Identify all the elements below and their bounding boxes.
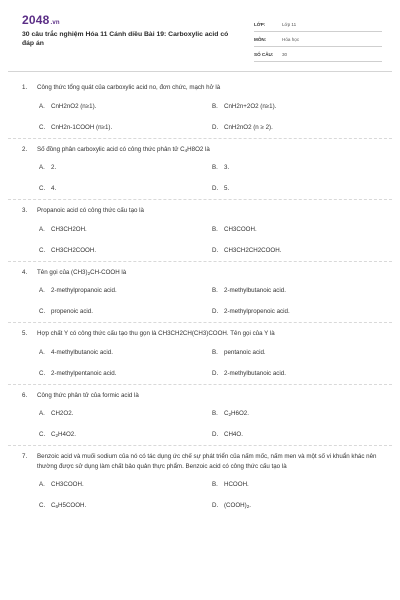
answer-option[interactable] <box>212 342 400 363</box>
question-text: Benzoic acid và muối sodium của nó có tác dụng ức chế sự phát triển của nấm mốc, nấm men và một số vi khuẩn khác nên thường được sử dụng làm chất bảo quản thực phẩm. Benzoic acid có công thức cấu tạo là <box>37 453 377 470</box>
question-stem <box>0 452 400 471</box>
option-text: CH3COOH. <box>224 225 257 233</box>
answer-option[interactable] <box>39 178 212 199</box>
question-text: Công thức tổng quát của carboxylic acid no, đơn chức, mạch hở là <box>37 84 221 91</box>
option-letter: D. <box>212 369 219 377</box>
option-letter: A. <box>39 225 45 233</box>
answer-options <box>0 96 400 138</box>
option-text: CnH2nO2 (n ≥ 2). <box>224 123 273 131</box>
answer-option[interactable] <box>39 96 212 117</box>
option-letter: C. <box>39 369 46 377</box>
answer-option[interactable] <box>39 495 212 516</box>
meta-label: SỐ CÂU: <box>254 51 274 57</box>
answer-option[interactable] <box>212 280 400 301</box>
option-text: CH2O2. <box>51 410 74 417</box>
meta-row-count <box>254 47 382 62</box>
answer-option[interactable] <box>39 474 212 495</box>
option-letter: B. <box>212 225 218 233</box>
question-item <box>0 262 400 323</box>
page-header <box>0 0 400 62</box>
option-text: 2-methylpropanoic acid. <box>51 287 117 294</box>
question-text: Công thức phân tử của formic acid là <box>37 391 139 399</box>
option-text: 2. <box>51 164 57 171</box>
question-number: 1. <box>22 84 28 91</box>
option-text: CH4O. <box>224 431 243 438</box>
question-stem <box>0 391 400 401</box>
document-title: 30 câu trắc nghiệm Hóa 11 Cánh diều Bài 19: Carboxylic acid có đáp án <box>22 31 229 47</box>
meta-row-grade <box>254 17 382 32</box>
option-text: $C_6H5COOH$. <box>51 502 87 509</box>
option-letter: B. <box>212 102 218 110</box>
option-letter: C. <box>39 123 46 131</box>
question-stem <box>0 206 400 216</box>
option-text: 2-methylpentanoic acid. <box>51 369 117 377</box>
option-text: HCOOH. <box>224 481 249 488</box>
meta-value: 30 <box>282 51 288 57</box>
option-letter: A. <box>39 481 45 488</box>
question-number: 7. <box>22 453 28 460</box>
option-letter: B. <box>212 481 218 488</box>
answer-options <box>0 219 400 261</box>
answer-options <box>0 474 400 516</box>
answer-option[interactable] <box>212 363 400 384</box>
option-letter: B. <box>212 287 218 294</box>
answer-options <box>0 403 400 445</box>
option-letter: C. <box>39 502 46 509</box>
option-letter: D. <box>212 308 219 315</box>
meta-label: MÔN: <box>254 36 267 42</box>
answer-option[interactable] <box>39 219 212 240</box>
question-number: 2. <box>22 145 28 153</box>
meta-value: Lớp 11 <box>282 21 297 27</box>
option-text: $(COOH)_2$. <box>224 502 251 509</box>
option-letter: A. <box>39 164 45 171</box>
option-text: 4. <box>51 185 57 192</box>
option-letter: D. <box>212 431 219 438</box>
option-text: 4-methylbutanoic acid. <box>51 348 113 356</box>
question-number: 6. <box>22 391 28 399</box>
answer-option[interactable] <box>212 96 400 117</box>
answer-option[interactable] <box>212 178 400 199</box>
option-letter: D. <box>212 123 219 131</box>
option-text: CnH2nO2 (n≥1). <box>51 102 97 110</box>
question-list <box>0 76 400 516</box>
question-stem <box>0 329 400 339</box>
answer-option[interactable] <box>212 157 400 178</box>
answer-option[interactable] <box>212 301 400 322</box>
question-stem <box>0 145 400 155</box>
answer-option[interactable] <box>39 403 212 424</box>
question-item <box>0 323 400 384</box>
option-letter: B. <box>212 164 218 171</box>
option-letter: A. <box>39 348 45 356</box>
option-text: pentanoic acid. <box>224 348 266 356</box>
answer-options <box>0 342 400 384</box>
option-text: CH3COOH. <box>51 481 84 488</box>
option-text: CnH2n-1COOH (n≥1). <box>51 123 113 131</box>
option-text: 5. <box>224 185 230 192</box>
answer-option[interactable] <box>212 424 400 445</box>
option-letter: C. <box>39 185 46 192</box>
answer-option[interactable] <box>212 219 400 240</box>
meta-value: Hóa học <box>282 36 300 42</box>
answer-option[interactable] <box>212 117 400 138</box>
answer-option[interactable] <box>39 363 212 384</box>
option-text: CH3CH2COOH. <box>51 246 97 254</box>
question-number: 5. <box>22 330 28 337</box>
question-text: Hợp chất Y có công thức cấu tạo thu gọn là CH3CH2CH(CH3)COOH. Tên gọi của Y là <box>37 330 275 337</box>
option-letter: D. <box>212 185 219 192</box>
option-letter: C. <box>39 431 46 438</box>
option-letter: B. <box>212 410 218 417</box>
question-number: 3. <box>22 207 28 214</box>
answer-option[interactable] <box>39 117 212 138</box>
option-letter: D. <box>212 502 219 509</box>
question-text: Tên gọi của $(CH3)_2CH$-COOH là <box>37 268 127 276</box>
answer-option[interactable] <box>212 474 400 495</box>
answer-option[interactable] <box>39 301 212 322</box>
option-letter: C. <box>39 308 46 315</box>
answer-option[interactable] <box>39 240 212 261</box>
question-item <box>0 385 400 446</box>
option-letter: A. <box>39 287 45 294</box>
answer-option[interactable] <box>212 403 400 424</box>
answer-option[interactable] <box>212 495 400 516</box>
answer-options <box>0 280 400 322</box>
question-item <box>0 139 400 200</box>
question-item <box>0 76 400 138</box>
meta-table <box>254 17 382 62</box>
option-letter: B. <box>212 348 218 356</box>
answer-option[interactable] <box>39 342 212 363</box>
option-text: $C_2H6O2$. <box>224 410 249 417</box>
option-letter: C. <box>39 246 46 254</box>
brand-suffix: .vn <box>50 20 60 26</box>
option-letter: D. <box>212 246 219 254</box>
meta-row-subject <box>254 32 382 47</box>
option-letter: A. <box>39 102 45 110</box>
option-text: propenoic acid. <box>51 308 93 315</box>
answer-options <box>0 157 400 199</box>
answer-option[interactable] <box>212 240 400 261</box>
question-text: Số đồng phân carboxylic acid có công thức phân tử $C_4H8O2$ là <box>37 145 210 153</box>
question-stem <box>0 83 400 93</box>
option-text: 2-methylbutanoic acid. <box>224 287 286 294</box>
site-logo[interactable] <box>22 13 60 27</box>
meta-label: LỚP: <box>254 21 266 27</box>
option-letter: A. <box>39 410 45 417</box>
option-text: CnH2n+2O2 (n≥1). <box>224 102 277 110</box>
option-text: CH3CH2CH2COOH. <box>224 246 282 254</box>
option-text: CH3CH2OH. <box>51 225 87 233</box>
option-text: 2-methylpropenoic acid. <box>224 308 290 315</box>
question-stem <box>0 268 400 278</box>
answer-option[interactable] <box>39 280 212 301</box>
option-text: $C_2H4O2$. <box>51 431 76 438</box>
header-divider <box>8 71 392 72</box>
question-number: 4. <box>22 268 28 276</box>
option-text: 3. <box>224 164 230 171</box>
question-item <box>0 446 400 516</box>
question-text: Propanoic acid có công thức cấu tạo là <box>37 207 144 214</box>
answer-option[interactable] <box>39 157 212 178</box>
option-text: 2-methylbutanoic acid. <box>224 369 286 377</box>
answer-option[interactable] <box>39 424 212 445</box>
question-item <box>0 200 400 261</box>
brand-name: 2048 <box>22 13 50 27</box>
